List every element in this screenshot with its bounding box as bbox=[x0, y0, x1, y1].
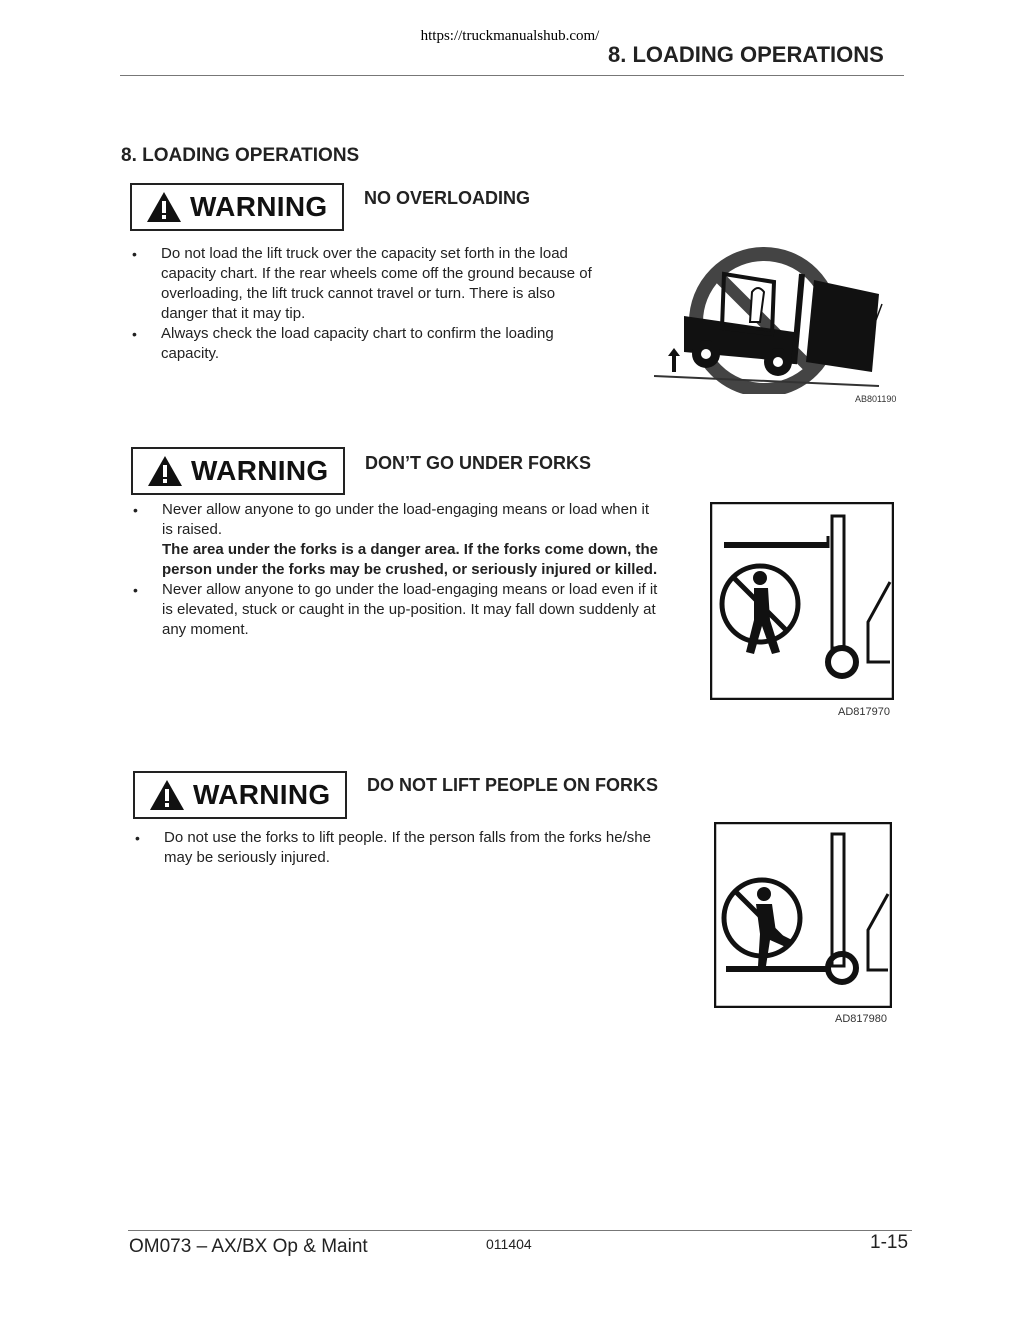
figure-code-1: AB801190 bbox=[855, 394, 897, 404]
header-rule bbox=[120, 75, 904, 76]
warning-triangle-icon bbox=[146, 191, 182, 223]
source-url: https://truckmanualshub.com/ bbox=[420, 28, 600, 44]
warning-triangle-icon bbox=[147, 455, 183, 487]
bullet-item: • Never allow anyone to go under the load-engaging means or load even if it is elevated, stuck or caught in the up-position. It may fall down suddenly at any moment. bbox=[133, 580, 663, 640]
warning-label: WARNING bbox=[191, 455, 329, 486]
warning-2-bullets bbox=[133, 500, 663, 640]
page-number: 1-15 bbox=[870, 1232, 909, 1253]
warning-label: WARNING bbox=[193, 779, 331, 810]
warning-1-bullets bbox=[132, 244, 602, 364]
no-people-on-forks-illustration bbox=[714, 822, 892, 1008]
section-title: 8. LOADING OPERATIONS bbox=[121, 145, 360, 166]
warning-title-3: DO NOT LIFT PEOPLE ON FORKS bbox=[367, 775, 659, 795]
warning-box-2 bbox=[131, 447, 345, 495]
warning-3-bullets bbox=[135, 828, 665, 868]
footer-rule bbox=[128, 1230, 912, 1231]
figure-code-3: AD817980 bbox=[835, 1013, 887, 1025]
bullet-item: • Do not use the forks to lift people. If the person falls from the forks he/she may be seriously injured. bbox=[135, 828, 665, 868]
footer-code: 011404 bbox=[486, 1236, 532, 1252]
warning-triangle-icon bbox=[149, 779, 185, 811]
bullet-item: • Always check the load capacity chart to confirm the loading capacity. bbox=[132, 324, 602, 364]
warning-box-3 bbox=[133, 771, 347, 819]
bullet-text: Never allow anyone to go under the load-engaging means or load when it is raised. bbox=[162, 501, 649, 538]
warning-box-1 bbox=[130, 183, 344, 231]
warning-title-1: NO OVERLOADING bbox=[364, 188, 531, 208]
running-header: 8. LOADING OPERATIONS bbox=[608, 42, 884, 67]
overloading-forklift-illustration bbox=[654, 244, 904, 394]
warning-label: WARNING bbox=[190, 191, 328, 222]
bullet-item bbox=[133, 500, 663, 580]
footer-manual-title: OM073 – AX/BX Op & Maint bbox=[129, 1236, 368, 1257]
danger-note: The area under the forks is a danger area. If the forks come down, the person under the forks may be crushed, or seriously injured or killed. bbox=[162, 541, 658, 578]
warning-title-2: DON’T GO UNDER FORKS bbox=[365, 453, 592, 473]
under-forks-prohibition-illustration bbox=[710, 502, 894, 700]
bullet-item: • Do not load the lift truck over the capacity set forth in the load capacity chart. If the rear wheels come off the ground because of overloading, the lift truck cannot travel or turn. There is also danger that it may tip. bbox=[132, 244, 602, 324]
figure-code-2: AD817970 bbox=[838, 706, 890, 718]
